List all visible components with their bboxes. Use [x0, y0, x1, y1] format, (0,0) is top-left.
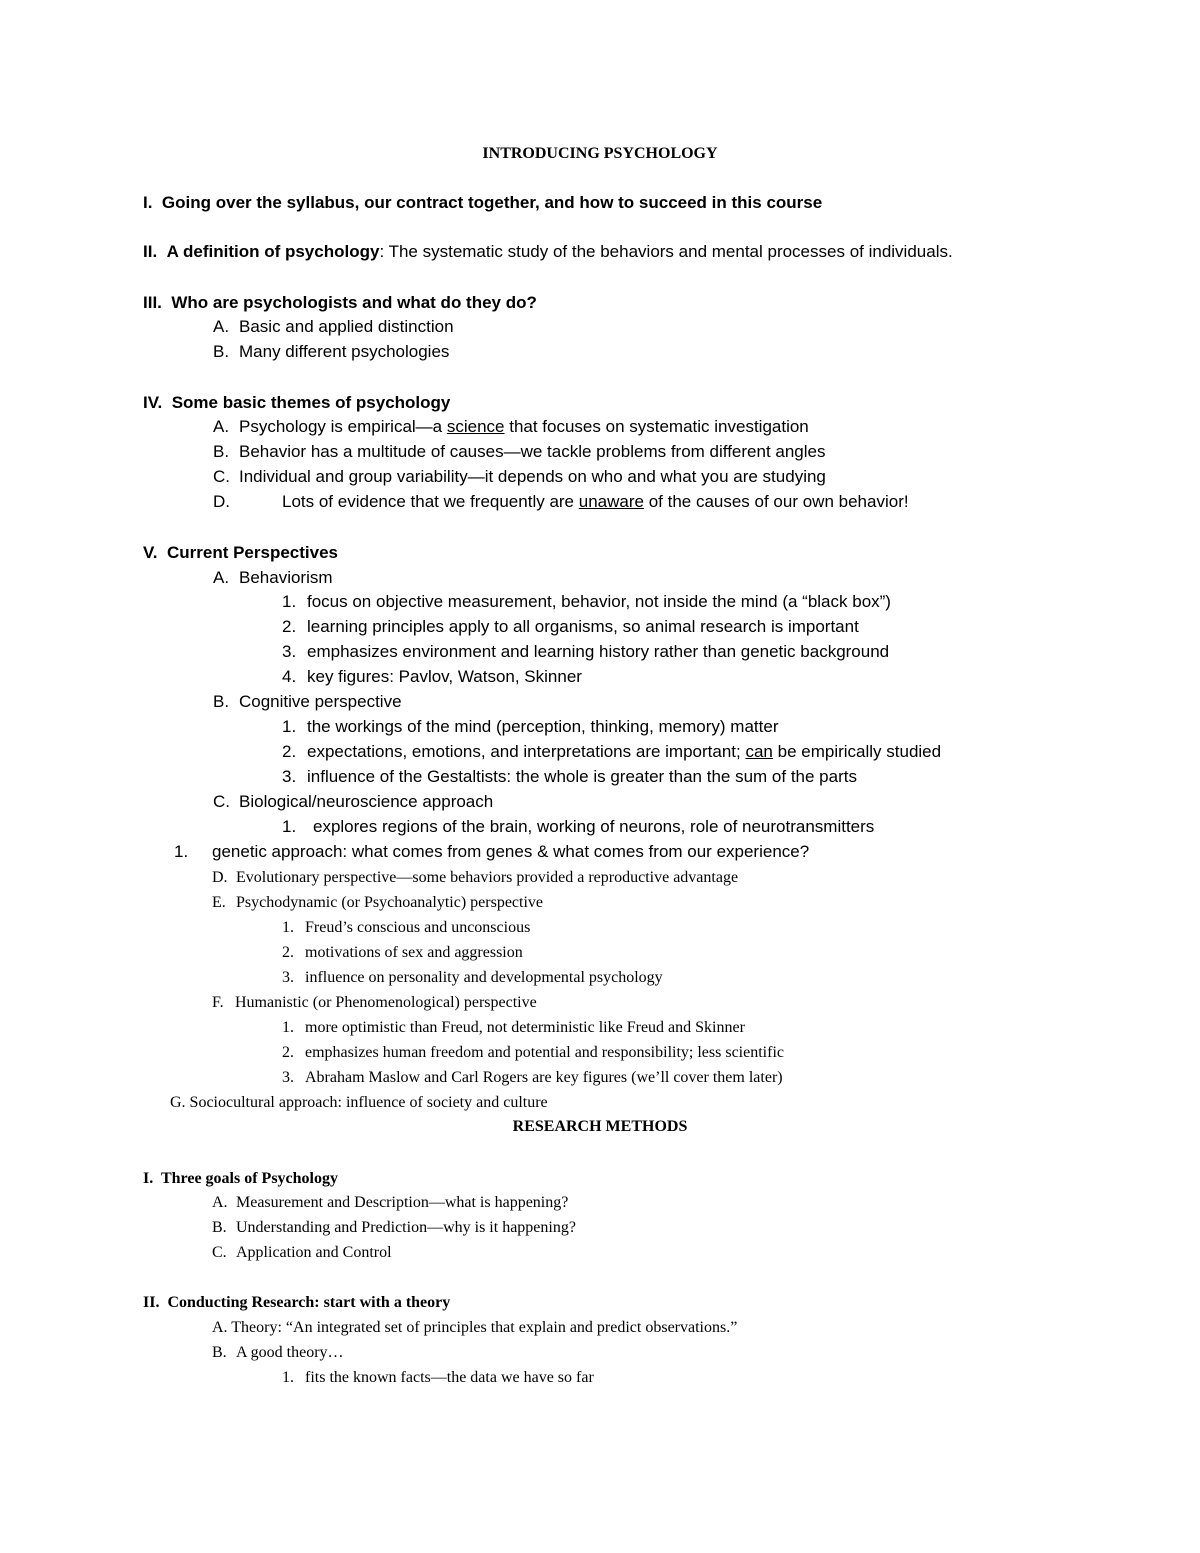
item-marker: 2.	[282, 944, 294, 961]
item-marker: 2.	[282, 617, 297, 636]
list-item	[212, 1217, 576, 1239]
item-text: influence on personality and developmental psychology	[305, 969, 663, 986]
list-item	[282, 716, 778, 738]
item-text: Many different psychologies	[239, 342, 450, 361]
list-item: A. Theory: “An integrated set of principles that explain and predict observations.”	[212, 1319, 738, 1336]
section-title: Three goals of Psychology	[160, 1170, 338, 1187]
section-number: III.	[143, 293, 162, 312]
item-marker: C.	[213, 467, 230, 486]
list-item	[213, 466, 826, 488]
item-text: influence of the Gestaltists: the whole is greater than the sum of the parts	[307, 767, 857, 786]
section-title: Current Perspectives	[166, 543, 338, 562]
research-section-1-heading	[143, 1168, 338, 1190]
list-item	[174, 841, 809, 863]
section-title: Going over the syllabus, our contract together, and how to succeed in this course	[161, 193, 823, 212]
underlined-word: unaware	[578, 492, 644, 511]
list-item	[212, 867, 738, 889]
item-marker: C.	[212, 1244, 227, 1261]
intro-section-3-heading	[143, 292, 537, 314]
list-item	[282, 816, 874, 838]
item-marker: D.	[213, 492, 230, 511]
item-marker: A.	[213, 568, 230, 587]
item-text: A good theory…	[236, 1344, 344, 1361]
item-text: Behaviorism	[239, 568, 333, 587]
section-number: IV.	[143, 393, 163, 412]
item-text: Humanistic (or Phenomenological) perspective	[235, 994, 537, 1011]
section-title-research-methods: RESEARCH METHODS	[512, 1118, 688, 1135]
section-number: II.	[143, 1294, 160, 1311]
list-item: G. Sociocultural approach: influence of society and culture	[170, 1094, 548, 1111]
list-item	[282, 591, 891, 613]
list-item	[212, 1192, 568, 1214]
list-item	[213, 791, 493, 813]
section-number: I.	[143, 193, 153, 212]
list-item	[282, 1367, 594, 1389]
item-text: that focuses on systematic investigation	[504, 417, 809, 436]
item-marker: D.	[212, 869, 228, 886]
section-title: Conducting Research: start with a theory	[167, 1294, 451, 1311]
intro-section-2-heading	[143, 241, 953, 263]
underlined-word: can	[745, 742, 773, 761]
item-marker: 2.	[282, 742, 297, 761]
item-marker: C.	[213, 792, 230, 811]
item-text: the workings of the mind (perception, thinking, memory) matter	[307, 717, 779, 736]
list-item	[282, 641, 889, 663]
list-item	[282, 1042, 784, 1064]
item-marker: 2.	[282, 1044, 294, 1061]
section-number: I.	[143, 1170, 154, 1187]
item-marker: 1.	[282, 717, 297, 736]
item-text: Understanding and Prediction—why is it happening?	[236, 1219, 576, 1236]
item-text: Lots of evidence that we frequently are	[282, 492, 579, 511]
intro-section-1-heading	[143, 192, 822, 214]
item-text: Cognitive perspective	[239, 692, 402, 711]
item-text: Psychology is empirical—a	[239, 417, 447, 436]
item-marker: B.	[212, 1344, 227, 1361]
underlined-word: science	[446, 417, 505, 436]
item-marker: 1.	[282, 592, 297, 611]
item-marker: A.	[212, 1194, 228, 1211]
list-item	[212, 1342, 344, 1364]
item-text: be empirically studied	[772, 742, 942, 761]
item-marker: 3.	[282, 642, 297, 661]
item-text: Basic and applied distinction	[239, 317, 454, 336]
list-item	[213, 691, 402, 713]
item-marker: 1.	[282, 817, 297, 836]
item-text: focus on objective measurement, behavior, not inside the mind (a “black box”)	[307, 592, 891, 611]
item-text: fits the known facts—the data we have so far	[305, 1369, 594, 1386]
intro-section-5-heading	[143, 542, 338, 564]
item-marker: B.	[212, 1219, 227, 1236]
list-item	[282, 1067, 783, 1089]
item-marker: F.	[212, 994, 224, 1011]
item-marker: 3.	[282, 969, 294, 986]
section-number: II.	[143, 242, 158, 261]
item-text: Individual and group variability—it depends on who and what you are studying	[239, 467, 826, 486]
list-item	[213, 316, 454, 338]
item-marker: 1.	[282, 1019, 294, 1036]
list-item	[213, 567, 333, 589]
list-item	[282, 917, 530, 939]
item-text: expectations, emotions, and interpretations are important;	[307, 742, 746, 761]
document-title: INTRODUCING PSYCHOLOGY	[482, 145, 718, 162]
item-marker: B.	[213, 442, 230, 461]
list-item	[213, 441, 825, 463]
item-text: of the causes of our own behavior!	[643, 492, 909, 511]
item-text: Behavior has a multitude of causes—we tackle problems from different angles	[239, 442, 826, 461]
list-item	[212, 1242, 392, 1264]
list-item	[282, 741, 941, 763]
intro-section-4-heading	[143, 392, 450, 414]
list-item	[213, 341, 449, 363]
section-title: Who are psychologists and what do they do?	[171, 293, 537, 312]
item-text: emphasizes human freedom and potential and responsibility; less scientific	[305, 1044, 784, 1061]
item-marker: B.	[213, 692, 230, 711]
item-marker: E.	[212, 894, 226, 911]
list-item	[282, 666, 582, 688]
item-text: key figures: Pavlov, Watson, Skinner	[307, 667, 582, 686]
item-marker: A.	[213, 417, 230, 436]
item-marker: A.	[213, 317, 230, 336]
item-text: explores regions of the brain, working of neurons, role of neurotransmitters	[313, 817, 875, 836]
list-item	[282, 766, 857, 788]
list-item	[282, 967, 663, 989]
item-text: Psychodynamic (or Psychoanalytic) perspective	[236, 894, 544, 911]
item-marker: 1.	[282, 919, 294, 936]
list-item	[213, 491, 909, 513]
research-section-2-heading	[143, 1292, 450, 1314]
item-marker: 1.	[174, 842, 189, 861]
item-marker: 1.	[282, 1369, 294, 1386]
section-number: V.	[143, 543, 158, 562]
section-title: A definition of psychology	[166, 242, 380, 261]
item-text: Biological/neuroscience approach	[239, 792, 494, 811]
item-marker: 4.	[282, 667, 297, 686]
item-text: Freud’s conscious and unconscious	[305, 919, 531, 936]
list-item	[282, 616, 859, 638]
item-text: Application and Control	[236, 1244, 392, 1261]
item-marker: B.	[213, 342, 230, 361]
item-text: emphasizes environment and learning history rather than genetic background	[307, 642, 890, 661]
item-text: Abraham Maslow and Carl Rogers are key figures (we’ll cover them later)	[305, 1069, 783, 1086]
list-item	[282, 1017, 745, 1039]
definition-text: : The systematic study of the behaviors and mental processes of individuals.	[379, 242, 953, 261]
item-text: Measurement and Description—what is happening?	[236, 1194, 569, 1211]
list-item	[212, 992, 537, 1014]
list-item	[212, 892, 543, 914]
item-text: learning principles apply to all organisms, so animal research is important	[307, 617, 859, 636]
item-marker: 3.	[282, 1069, 294, 1086]
item-text: Evolutionary perspective—some behaviors provided a reproductive advantage	[236, 869, 739, 886]
item-text: genetic approach: what comes from genes & what comes from our experience?	[212, 842, 810, 861]
item-marker: 3.	[282, 767, 297, 786]
section-title: Some basic themes of psychology	[171, 393, 451, 412]
list-item	[282, 942, 523, 964]
item-text: motivations of sex and aggression	[305, 944, 523, 961]
item-text: more optimistic than Freud, not deterministic like Freud and Skinner	[305, 1019, 745, 1036]
list-item	[213, 416, 809, 438]
